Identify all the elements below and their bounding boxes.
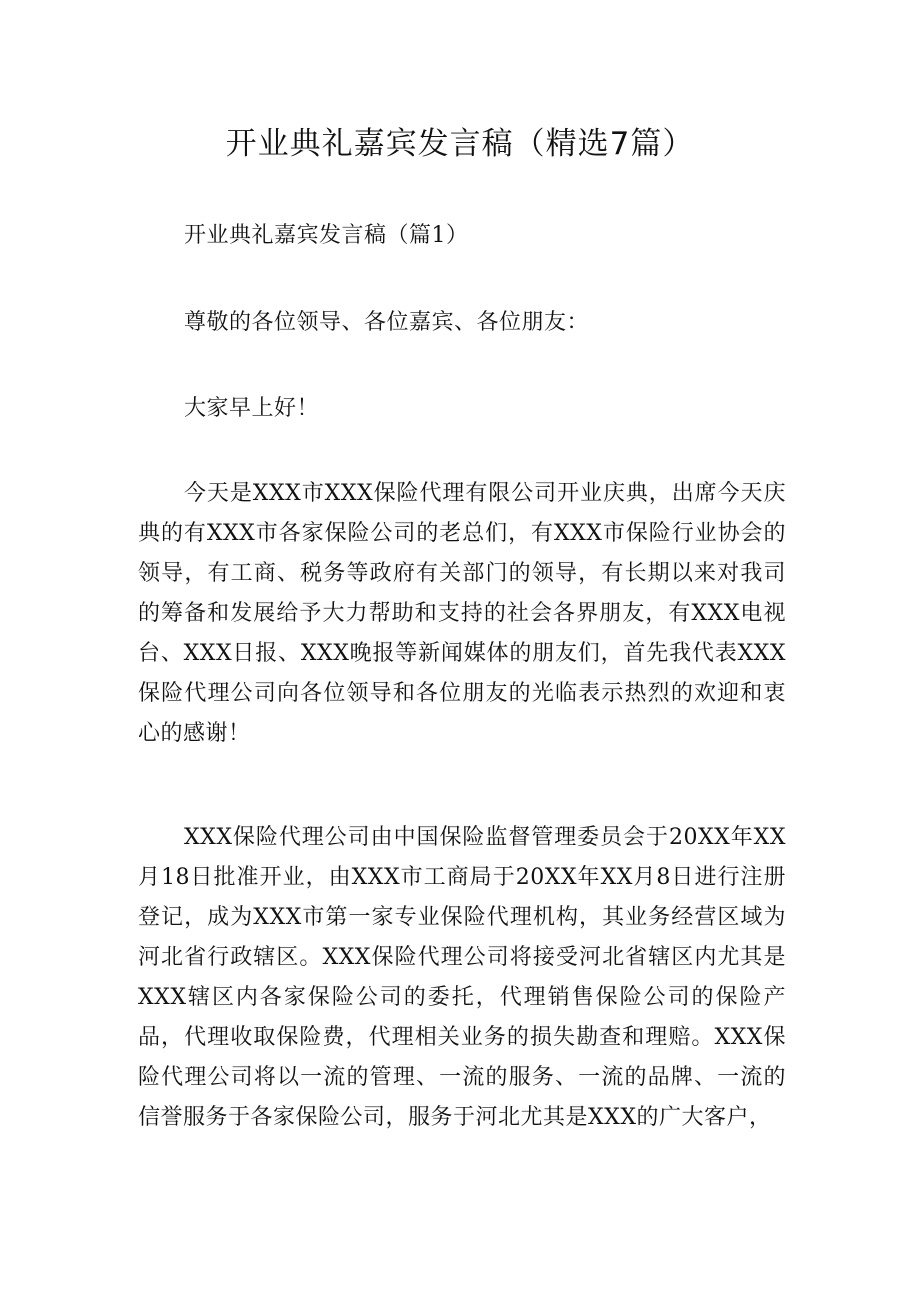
section-heading: 开业典礼嘉宾发言稿（篇1） bbox=[184, 223, 469, 248]
document-title: 开业典礼嘉宾发言稿（精选7篇） bbox=[225, 126, 695, 162]
body-paragraph-2: XXX保险代理公司由中国保险监督管理委员会于20XX年XX月18日批准开业，由XXX市工商局于20XX年XX月8日进行注册登记，成为XXX市第一家专业保险代理机构，其业务经营区域为河北省行政辖区。XXX保险代理公司将接受河北省辖区内尤其是XXX辖区内各家保险公司的委托，代理销售保险公司的保险产品，代理收取保险费，代理相关业务的损失勘查和理赔。XXX保险代理公司将以一流的管理、一流的服务、一流的品牌、一流的信誉服务于各家保险公司，服务于河北尤其是XXX的广大客户， bbox=[138, 825, 786, 1130]
body-paragraph-1: 今天是XXX市XXX保险代理有限公司开业庆典，出席今天庆典的有XXX市各家保险公司的老总们，有XXX市保险行业协会的领导，有工商、税务等政府有关部门的领导，有长期以来对我司的筹备和发展给予大力帮助和支持的社会各界朋友，有XXX电视台、XXX日报、XXX晚报等新闻媒体的朋友们，首先我代表XXX保险代理公司向各位领导和各位朋友的光临表示热烈的欢迎和衷心的感谢！ bbox=[138, 481, 786, 746]
greeting: 大家早上好！ bbox=[184, 396, 320, 421]
salutation: 尊敬的各位领导、各位嘉宾、各位朋友： bbox=[184, 310, 590, 335]
